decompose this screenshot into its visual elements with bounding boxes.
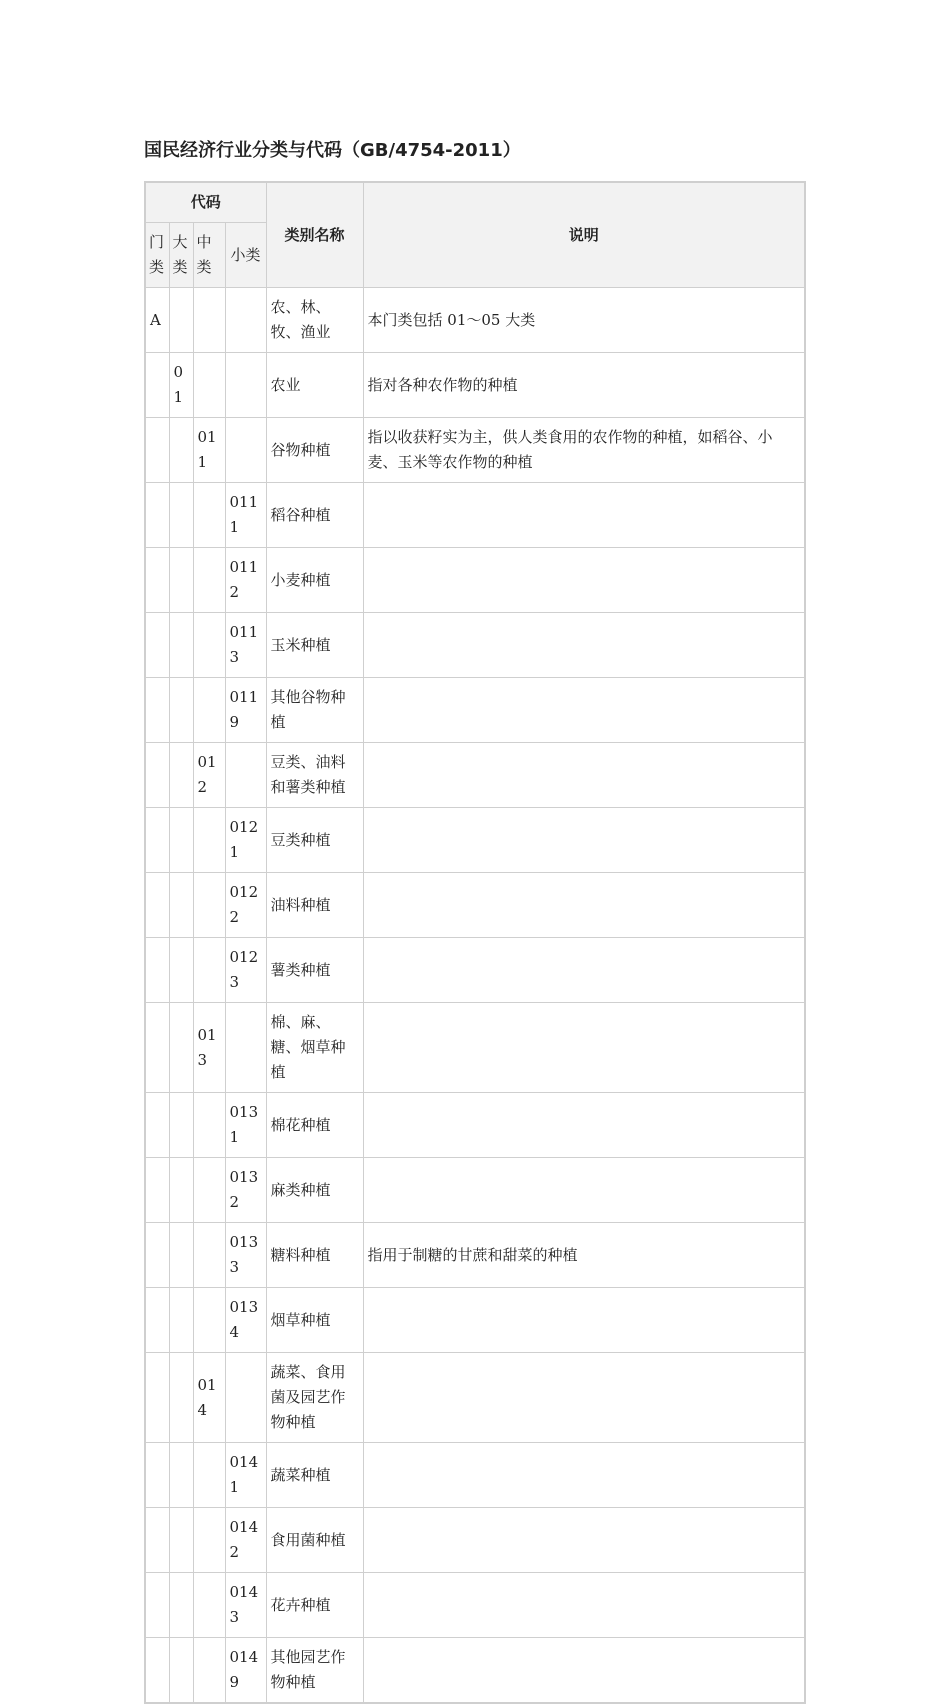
cell-division <box>169 1573 193 1638</box>
cell-section <box>145 1443 169 1508</box>
cell-division <box>169 1158 193 1223</box>
cell-division <box>169 1443 193 1508</box>
cell-class: 0134 <box>225 1288 266 1353</box>
cell-division <box>169 743 193 808</box>
cell-desc <box>363 1158 805 1223</box>
cell-section <box>145 808 169 873</box>
table-row <box>145 1573 805 1638</box>
table-row <box>145 288 805 353</box>
cell-class <box>225 288 266 353</box>
table-row <box>145 743 805 808</box>
header-group: 中类 <box>193 223 225 288</box>
table-row <box>145 483 805 548</box>
cell-section <box>145 548 169 613</box>
cell-name: 蔬菜、食用菌及园艺作物种植 <box>266 1353 363 1443</box>
cell-group: 012 <box>193 743 225 808</box>
table-row <box>145 678 805 743</box>
cell-name: 其他园艺作物种植 <box>266 1638 363 1704</box>
cell-class: 0121 <box>225 808 266 873</box>
cell-section <box>145 1638 169 1704</box>
table-row <box>145 1158 805 1223</box>
cell-division <box>169 678 193 743</box>
cell-group <box>193 1158 225 1223</box>
table-body <box>145 288 805 1704</box>
cell-group: 013 <box>193 1003 225 1093</box>
cell-desc <box>363 548 805 613</box>
cell-group <box>193 938 225 1003</box>
cell-section <box>145 873 169 938</box>
cell-class: 0131 <box>225 1093 266 1158</box>
cell-division <box>169 548 193 613</box>
header-class: 小类 <box>225 223 266 288</box>
cell-class <box>225 418 266 483</box>
cell-name: 小麦种植 <box>266 548 363 613</box>
cell-section <box>145 938 169 1003</box>
cell-class: 0133 <box>225 1223 266 1288</box>
cell-section <box>145 1508 169 1573</box>
cell-division <box>169 938 193 1003</box>
page-title: 国民经济行业分类与代码（GB/4754-2011） <box>144 140 521 161</box>
cell-division: 01 <box>169 353 193 418</box>
cell-desc <box>363 1003 805 1093</box>
cell-division <box>169 288 193 353</box>
cell-name: 花卉种植 <box>266 1573 363 1638</box>
cell-desc <box>363 1093 805 1158</box>
table-row <box>145 1638 805 1704</box>
cell-division <box>169 1353 193 1443</box>
table-row <box>145 548 805 613</box>
cell-name: 烟草种植 <box>266 1288 363 1353</box>
cell-class: 0141 <box>225 1443 266 1508</box>
table-row <box>145 353 805 418</box>
table-row <box>145 1093 805 1158</box>
cell-desc <box>363 1638 805 1704</box>
header-name: 类别名称 <box>266 182 363 288</box>
table-row <box>145 1353 805 1443</box>
cell-class <box>225 353 266 418</box>
table-row <box>145 1003 805 1093</box>
cell-group <box>193 548 225 613</box>
cell-section <box>145 1353 169 1443</box>
cell-group <box>193 613 225 678</box>
table-row <box>145 1223 805 1288</box>
cell-desc <box>363 1573 805 1638</box>
cell-section <box>145 353 169 418</box>
cell-class: 0113 <box>225 613 266 678</box>
cell-class <box>225 743 266 808</box>
cell-name: 其他谷物种植 <box>266 678 363 743</box>
cell-section: A <box>145 288 169 353</box>
cell-division <box>169 1003 193 1093</box>
table-row <box>145 1288 805 1353</box>
table-row <box>145 808 805 873</box>
header-code: 代码 <box>145 182 266 223</box>
cell-name: 玉米种植 <box>266 613 363 678</box>
cell-desc <box>363 938 805 1003</box>
cell-section <box>145 418 169 483</box>
cell-group <box>193 288 225 353</box>
cell-desc <box>363 483 805 548</box>
cell-name: 糖料种植 <box>266 1223 363 1288</box>
cell-division <box>169 1288 193 1353</box>
header-division: 大类 <box>169 223 193 288</box>
cell-name: 麻类种植 <box>266 1158 363 1223</box>
cell-division <box>169 613 193 678</box>
cell-group <box>193 808 225 873</box>
cell-group: 011 <box>193 418 225 483</box>
cell-section <box>145 613 169 678</box>
table-row <box>145 613 805 678</box>
cell-desc: 本门类包括 01～05 大类 <box>363 288 805 353</box>
cell-desc <box>363 613 805 678</box>
cell-class: 0143 <box>225 1573 266 1638</box>
cell-section <box>145 743 169 808</box>
cell-desc <box>363 1443 805 1508</box>
table-row <box>145 938 805 1003</box>
cell-class: 0119 <box>225 678 266 743</box>
cell-division <box>169 1508 193 1573</box>
cell-division <box>169 1223 193 1288</box>
cell-name: 豆类、油料和薯类种植 <box>266 743 363 808</box>
cell-group <box>193 1573 225 1638</box>
header-desc: 说明 <box>363 182 805 288</box>
cell-section <box>145 1003 169 1093</box>
cell-section <box>145 678 169 743</box>
cell-name: 棉花种植 <box>266 1093 363 1158</box>
cell-group <box>193 873 225 938</box>
cell-desc <box>363 808 805 873</box>
cell-desc <box>363 743 805 808</box>
cell-desc: 指以收获籽实为主，供人类食用的农作物的种植，如稻谷、小麦、玉米等农作物的种植 <box>363 418 805 483</box>
cell-desc <box>363 873 805 938</box>
cell-division <box>169 1093 193 1158</box>
cell-group <box>193 483 225 548</box>
cell-name: 谷物种植 <box>266 418 363 483</box>
cell-division <box>169 1638 193 1704</box>
cell-section <box>145 1573 169 1638</box>
cell-division <box>169 808 193 873</box>
cell-name: 豆类种植 <box>266 808 363 873</box>
cell-desc <box>363 678 805 743</box>
cell-name: 油料种植 <box>266 873 363 938</box>
cell-desc <box>363 1288 805 1353</box>
cell-section <box>145 1223 169 1288</box>
cell-name: 农、林、牧、渔业 <box>266 288 363 353</box>
cell-group <box>193 1508 225 1573</box>
cell-desc: 指用于制糖的甘蔗和甜菜的种植 <box>363 1223 805 1288</box>
cell-section <box>145 483 169 548</box>
cell-desc <box>363 1508 805 1573</box>
cell-name: 蔬菜种植 <box>266 1443 363 1508</box>
table-header <box>145 182 805 288</box>
cell-class: 0142 <box>225 1508 266 1573</box>
cell-name: 薯类种植 <box>266 938 363 1003</box>
cell-group <box>193 353 225 418</box>
table-row <box>145 873 805 938</box>
cell-class: 0149 <box>225 1638 266 1704</box>
cell-class <box>225 1353 266 1443</box>
cell-group <box>193 678 225 743</box>
cell-group <box>193 1288 225 1353</box>
cell-class: 0123 <box>225 938 266 1003</box>
cell-class: 0132 <box>225 1158 266 1223</box>
cell-section <box>145 1093 169 1158</box>
cell-name: 稻谷种植 <box>266 483 363 548</box>
cell-class: 0112 <box>225 548 266 613</box>
header-section: 门类 <box>145 223 169 288</box>
cell-section <box>145 1158 169 1223</box>
cell-division <box>169 418 193 483</box>
table-row <box>145 1443 805 1508</box>
table-row <box>145 418 805 483</box>
table-row <box>145 1508 805 1573</box>
cell-group <box>193 1638 225 1704</box>
cell-group <box>193 1093 225 1158</box>
cell-section <box>145 1288 169 1353</box>
cell-desc <box>363 1353 805 1443</box>
cell-name: 农业 <box>266 353 363 418</box>
cell-division <box>169 483 193 548</box>
cell-name: 食用菌种植 <box>266 1508 363 1573</box>
cell-class <box>225 1003 266 1093</box>
classification-table <box>144 181 806 1704</box>
cell-group: 014 <box>193 1353 225 1443</box>
cell-division <box>169 873 193 938</box>
cell-group <box>193 1223 225 1288</box>
cell-group <box>193 1443 225 1508</box>
cell-desc: 指对各种农作物的种植 <box>363 353 805 418</box>
cell-name: 棉、麻、糖、烟草种植 <box>266 1003 363 1093</box>
cell-class: 0111 <box>225 483 266 548</box>
cell-class: 0122 <box>225 873 266 938</box>
